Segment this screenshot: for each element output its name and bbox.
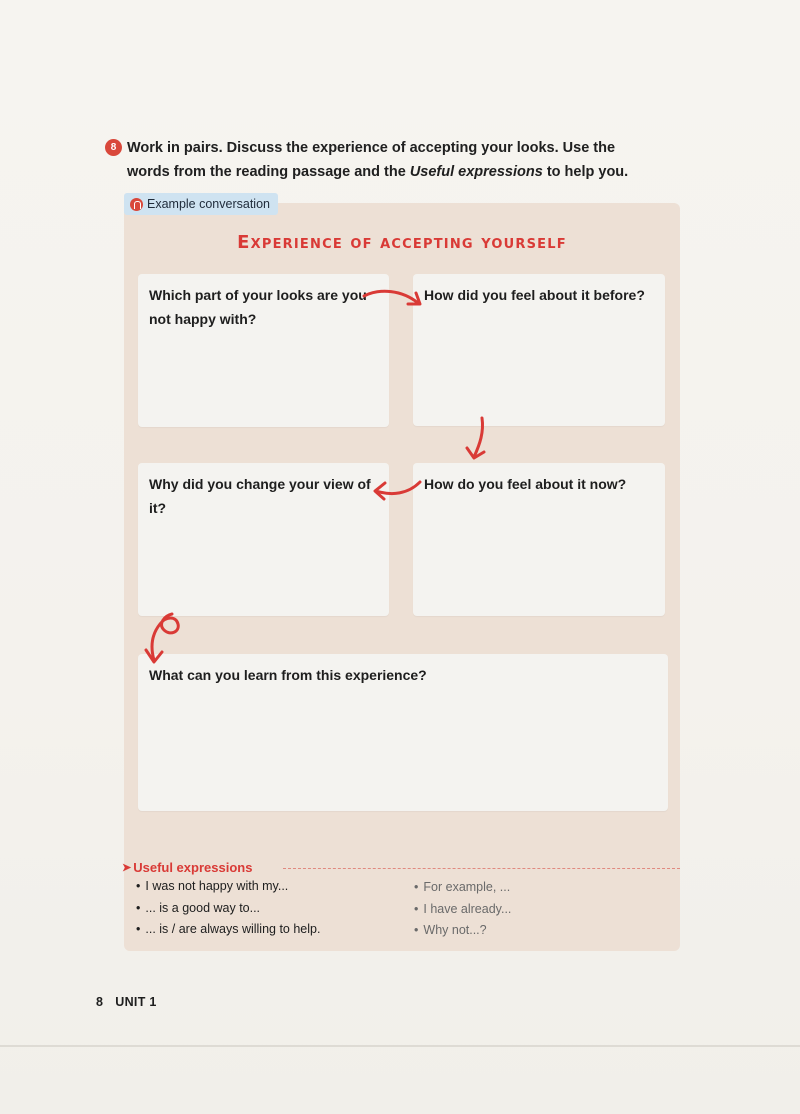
question-box-1[interactable] [138,274,389,427]
arrow-down-icon [462,414,492,464]
unit-label: UNIT 1 [115,995,157,1009]
list-item: • For example, ... [414,877,511,899]
list-item: • I have already... [414,899,511,921]
list-item: • ... is / are always willing to help. [136,919,320,941]
useful-expressions-heading [122,860,252,875]
instruction-italic: Useful expressions [409,164,543,180]
list-item: • Why not...? [414,920,511,942]
useful-expressions-right [414,877,511,942]
list-item: • ... is a good way to... [136,898,320,920]
arrow-right-icon [360,284,430,314]
question-1: Which part of your looks are you not happy with? [149,287,367,327]
dashed-divider [283,868,680,869]
list-item: • I was not happy with my... [136,876,320,898]
instruction-text: words from the reading passage and the [127,164,410,180]
question-3: Why did you change your view of it? [149,476,371,516]
headphones-icon [130,198,143,211]
example-conversation-tag[interactable] [124,193,278,215]
question-box-3[interactable] [138,463,389,616]
page-footer [96,995,157,1009]
instruction-line-1: Work in pairs. Discuss the experience of accepting your looks. Use the [127,140,616,156]
question-2: How did you feel about it before? [424,287,645,303]
question-5: What can you learn from this experience? [149,667,427,683]
useful-expressions-left [136,876,320,941]
question-box-5[interactable] [138,654,668,811]
question-box-2[interactable] [413,274,665,426]
curly-arrow-down-icon [140,608,190,666]
exercise-instructions [127,136,687,184]
worksheet-title: Experience of accepting yourself [237,232,567,253]
arrow-left-icon [368,474,424,504]
instruction-text-end: to help you. [542,164,629,180]
page-number: 8 [96,995,104,1009]
useful-expressions-label: Useful expressions [133,860,253,875]
pointer-arrow-icon: ➤ [122,862,132,874]
exercise-number-badge: 8 [105,139,122,156]
page-edge [0,1045,800,1047]
example-tag-label: Example conversation [147,197,270,211]
instruction-line-2 [127,160,687,184]
question-4: How do you feel about it now? [424,476,627,492]
question-box-4[interactable] [413,463,665,616]
